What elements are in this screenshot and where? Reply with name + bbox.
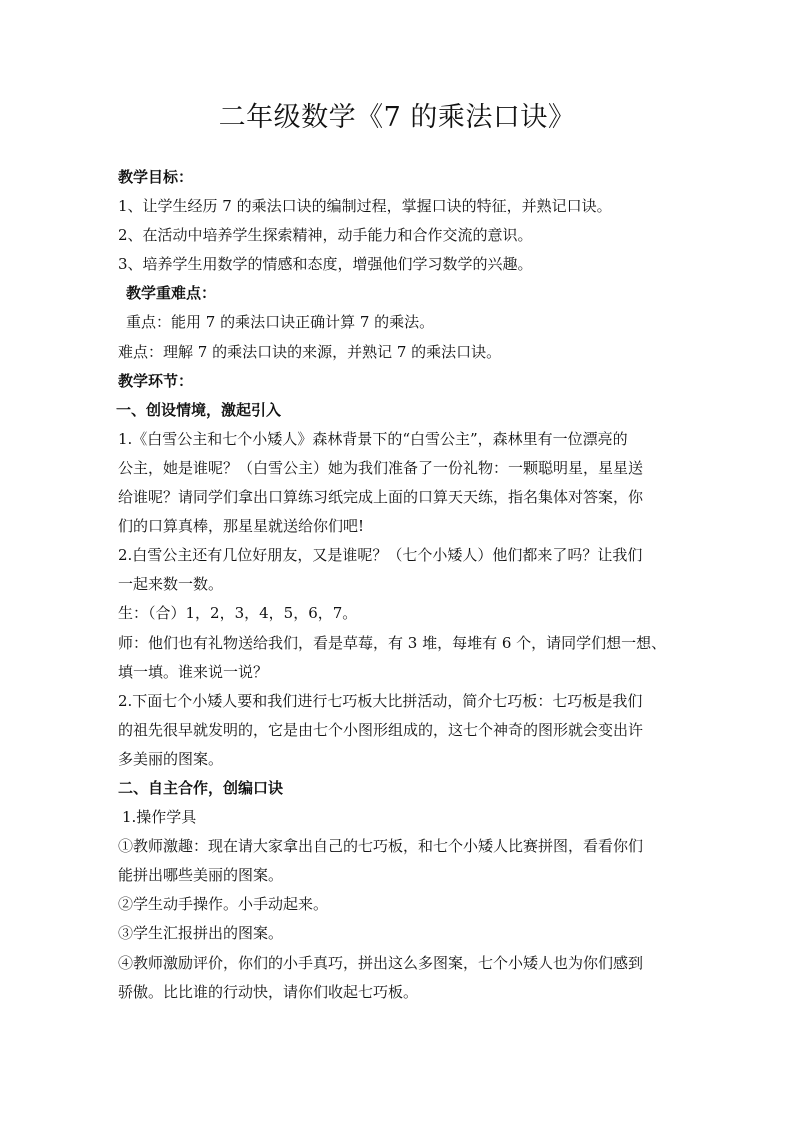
- paragraph-line: 们的口算真棒，那星星就送给你们吧!: [118, 517, 365, 536]
- paragraph-line: 师：他们也有礼物送给我们，看是草莓，有 3 堆，每堆有 6 个，请同学们想一想、: [118, 633, 667, 652]
- step-heading-1: 一、创设情境，激起引入: [116, 400, 282, 419]
- section-heading-objectives: 教学目标：: [118, 168, 194, 186]
- paragraph-line: 生：（合）1，2，3，4，5，6，7。: [118, 604, 358, 623]
- paragraph-line: ③学生汇报拼出的图案。: [118, 924, 284, 943]
- paragraph-line: ②学生动手操作。小手动起来。: [118, 895, 329, 914]
- objective-item: 1、让学生经历 7 的乘法口诀的编制过程，掌握口诀的特征，并熟记口诀。: [118, 197, 612, 216]
- paragraph-line: 1.《白雪公主和七个小矮人》森林背景下的“白雪公主”，森林里有一位漂亮的: [118, 429, 628, 448]
- paragraph-line: 的祖先很早就发明的，它是由七个小图形组成的，这七个神奇的图形就会变出许: [118, 720, 644, 739]
- section-heading-key-points: 教学重难点：: [126, 284, 217, 303]
- paragraph-line: ④教师激励评价，你们的小手真巧，拼出这么多图案，七个小矮人也为你们感到: [118, 953, 644, 972]
- difficult-point-text: 难点：理解 7 的乘法口诀的来源，并熟记 7 的乘法口诀。: [118, 342, 502, 361]
- paragraph-line: 骄傲。比比谁的行动快，请你们收起七巧板。: [118, 982, 419, 1001]
- paragraph-line: 公主，她是谁呢？（白雪公主）她为我们准备了一份礼物：一颗聪明星，星星送: [118, 458, 644, 477]
- section-heading-steps: 教学环节：: [118, 371, 194, 390]
- objective-item: 2、在活动中培养学生探索精神，动手能力和合作交流的意识。: [118, 226, 533, 245]
- paragraph-line: 能拼出哪些美丽的图案。: [118, 866, 284, 885]
- key-point-text: 重点：能用 7 的乘法口诀正确计算 7 的乘法。: [126, 313, 435, 332]
- paragraph-line: 填一填。谁来说一说？: [118, 662, 269, 681]
- paragraph-line: 给谁呢？请同学们拿出口算练习纸完成上面的口算天天练，指名集体对答案，你: [118, 488, 644, 507]
- paragraph-line: 多美丽的图案。: [118, 749, 224, 768]
- paragraph-line: ①教师激趣：现在请大家拿出自己的七巧板，和七个小矮人比赛拼图，看看你们: [118, 837, 644, 856]
- sub-heading: 1.操作学具: [122, 808, 197, 827]
- objective-item: 3、培养学生用数学的情感和态度，增强他们学习数学的兴趣。: [118, 255, 533, 274]
- document-body: [118, 163, 690, 1007]
- document-title: 二年级数学《7 的乘法口诀》: [218, 102, 576, 133]
- paragraph-line: 一起来数一数。: [118, 575, 224, 594]
- step-heading-2: 二、自主合作，创编口诀: [118, 778, 284, 797]
- paragraph-line: 2.白雪公主还有几位好朋友，又是谁呢？（七个小矮人）他们都来了吗？让我们: [118, 546, 643, 565]
- paragraph-line: 2.下面七个小矮人要和我们进行七巧板大比拼活动，简介七巧板：七巧板是我们: [118, 691, 643, 710]
